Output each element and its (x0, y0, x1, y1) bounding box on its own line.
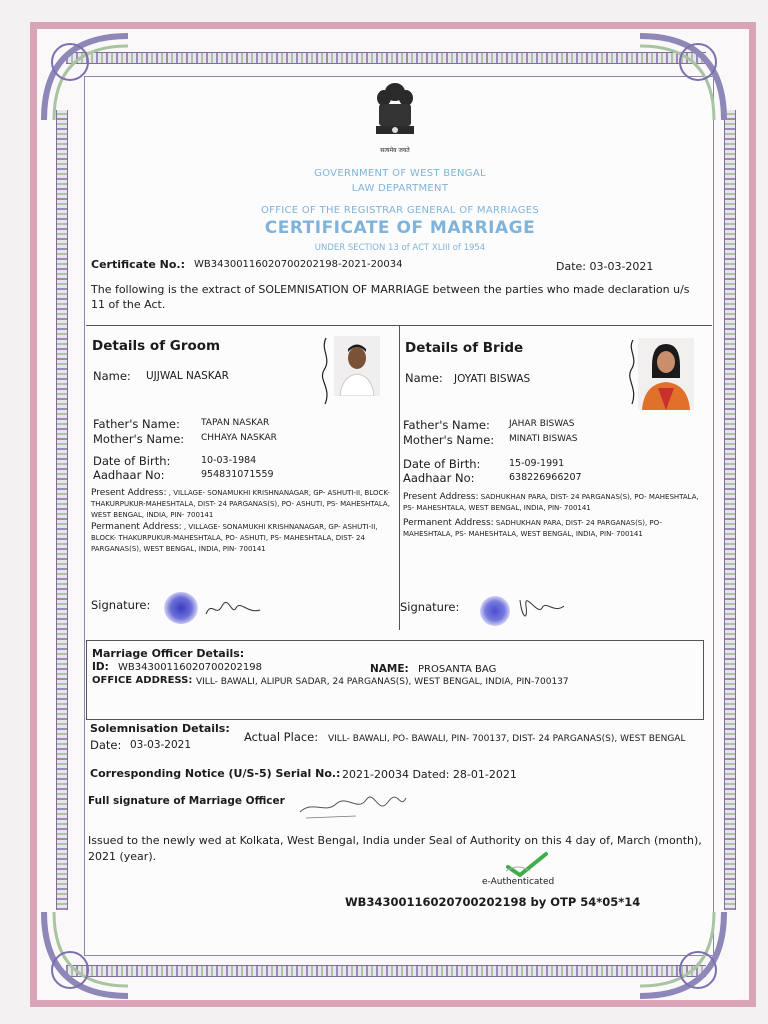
emblem-caption: सत्यमेव जयते (380, 147, 410, 154)
actual-place-label: Actual Place: (244, 730, 319, 744)
bride-thumbprint (480, 596, 510, 626)
bride-mother: MINATI BISWAS (509, 434, 578, 444)
bride-dob-label: Date of Birth: (403, 457, 481, 471)
groom-photo (334, 336, 380, 396)
intro-paragraph: The following is the extract of SOLEMNISATION OF MARRIAGE between the parties who made declaration u/s 11 of the Act. (91, 283, 690, 311)
groom-signature-icon (204, 596, 262, 622)
groom-dob: 10-03-1984 (201, 455, 257, 466)
officer-id: WB34300116020700202198 (118, 662, 262, 673)
bride-signature-label: Signature: (400, 600, 460, 614)
groom-mother: CHHAYA NASKAR (201, 433, 277, 443)
solemnisation-date-label: Date: (90, 738, 122, 752)
bride-photo (638, 338, 694, 410)
bride-name-label: Name: (405, 371, 443, 385)
border-band-left (56, 110, 68, 910)
groom-permanent-address-label: Permanent Address: (91, 522, 182, 532)
bride-mother-label: Mother's Name: (403, 433, 495, 447)
bride-permanent-address-value: SADHUKHAN PARA, DIST- 24 PARGANAS(S), PO- MAHESHTALA, PS- MAHESHTALA, WEST BENGAL, INDIA, PIN- 700141 (403, 519, 662, 538)
groom-aadhaar: 954831071559 (201, 469, 274, 480)
bride-aadhaar: 638226966207 (509, 472, 582, 483)
officer-signature-label: Full signature of Marriage Officer (88, 795, 285, 807)
groom-father-label: Father's Name: (93, 417, 180, 431)
border-band-right (724, 110, 736, 910)
otp-line: WB34300116020700202198 by OTP 54*05*14 (345, 895, 641, 909)
office-heading: OFFICE OF THE REGISTRAR GENERAL OF MARRIAGES (260, 205, 540, 216)
officer-address-label: OFFICE ADDRESS: (92, 675, 193, 686)
officer-id-label: ID: (92, 661, 109, 673)
check-mark-icon (504, 851, 550, 877)
parties-divider (399, 325, 400, 630)
bride-father: JAHAR BISWAS (509, 419, 575, 429)
bride-aadhaar-label: Aadhaar No: (403, 471, 475, 485)
corner-ornament-bottom-left (40, 908, 132, 1000)
certificate-no-label: Certificate No.: (91, 258, 185, 271)
solemnisation-date: 03-03-2021 (130, 739, 192, 751)
officer-name-label: NAME: (370, 663, 409, 675)
bride-father-label: Father's Name: (403, 418, 490, 432)
bride-photo-signature-icon (624, 338, 642, 408)
groom-name-label: Name: (93, 369, 131, 383)
bride-permanent-address (403, 518, 703, 540)
corner-ornament-top-right (636, 32, 728, 124)
actual-place: VILL- BAWALI, PO- BAWALI, PIN- 700137, DIST- 24 PARGANAS(S), WEST BENGAL (328, 734, 686, 744)
officer-heading: Marriage Officer Details: (92, 647, 245, 660)
corner-ornament-top-left (40, 32, 132, 124)
officer-signature-icon (296, 790, 408, 824)
groom-aadhaar-label: Aadhaar No: (93, 468, 165, 482)
bride-permanent-address-label: Permanent Address: (403, 518, 494, 528)
notice-value: 2021-20034 Dated: 28-01-2021 (342, 768, 517, 781)
national-emblem-icon (370, 78, 420, 150)
bride-signature-icon (516, 594, 568, 624)
groom-heading: Details of Groom (92, 338, 221, 354)
groom-photo-signature-icon (316, 336, 336, 408)
certificate-no-value: WB34300116020700202198-2021-20034 (194, 259, 403, 270)
groom-signature-label: Signature: (91, 598, 151, 612)
notice-label: Corresponding Notice (U/S-5) Serial No.: (90, 767, 341, 780)
groom-present-address-label: Present Address: (91, 488, 167, 498)
groom-thumbprint (164, 592, 198, 624)
groom-mother-label: Mother's Name: (93, 432, 185, 446)
groom-present-address-value: , VILLAGE- SONAMUKHI KRISHNANAGAR, GP- ASHUTI-II, BLOCK- THAKURPUKUR-MAHESHTALA, DIST- 24 PARGANAS(S), PO- ASHUTI, PS- MAHESHTALA, WEST BENGAL, INDIA, PIN- 700141 (91, 489, 390, 519)
certificate-date: Date: 03-03-2021 (556, 260, 654, 273)
corner-ornament-bottom-right (636, 908, 728, 1000)
e-authenticated-label: e-Authenticated (482, 877, 555, 887)
section-subtitle: UNDER SECTION 13 of ACT XLIII of 1954 (314, 243, 486, 253)
bride-present-address-label: Present Address: (403, 492, 479, 502)
department-heading: LAW DEPARTMENT (351, 183, 449, 194)
bride-heading: Details of Bride (405, 340, 524, 356)
issued-statement: Issued to the newly wed at Kolkata, West Bengal, India under Seal of Authority on this 4 day of, March (month), 2021 (year). (88, 834, 702, 863)
groom-name: UJJWAL NASKAR (146, 370, 229, 382)
certificate-title: CERTIFICATE OF MARRIAGE (264, 218, 536, 238)
border-band-top (66, 52, 706, 64)
groom-present-address (91, 488, 393, 521)
groom-dob-label: Date of Birth: (93, 454, 171, 468)
groom-permanent-address (91, 522, 393, 555)
officer-address: VILL- BAWALI, ALIPUR SADAR, 24 PARGANAS(S), WEST BENGAL, INDIA, PIN-700137 (196, 677, 569, 687)
bride-dob: 15-09-1991 (509, 458, 565, 469)
bride-present-address-value: SADHUKHAN PARA, DIST- 24 PARGANAS(S), PO- MAHESHTALA, PS- MAHESHTALA, WEST BENGAL, INDIA, PIN- 700141 (403, 493, 699, 512)
border-band-bottom (66, 965, 706, 977)
officer-name: PROSANTA BAG (418, 664, 497, 675)
government-heading: GOVERNMENT OF WEST BENGAL (314, 168, 486, 179)
groom-father: TAPAN NASKAR (201, 418, 270, 428)
bride-present-address (403, 492, 703, 514)
groom-permanent-address-value: , VILLAGE- SONAMUKHI KRISHNANAGAR, GP- ASHUTI-II, BLOCK- THAKURPUKUR-MAHESHTALA, PO- ASHUTI, PS- MAHESHTALA, DIST- 24 PARGANAS(S), WEST BENGAL, INDIA, PIN- 700141 (91, 523, 378, 553)
bride-name: JOYATI BISWAS (454, 373, 531, 385)
solemnisation-heading: Solemnisation Details: (90, 722, 230, 735)
